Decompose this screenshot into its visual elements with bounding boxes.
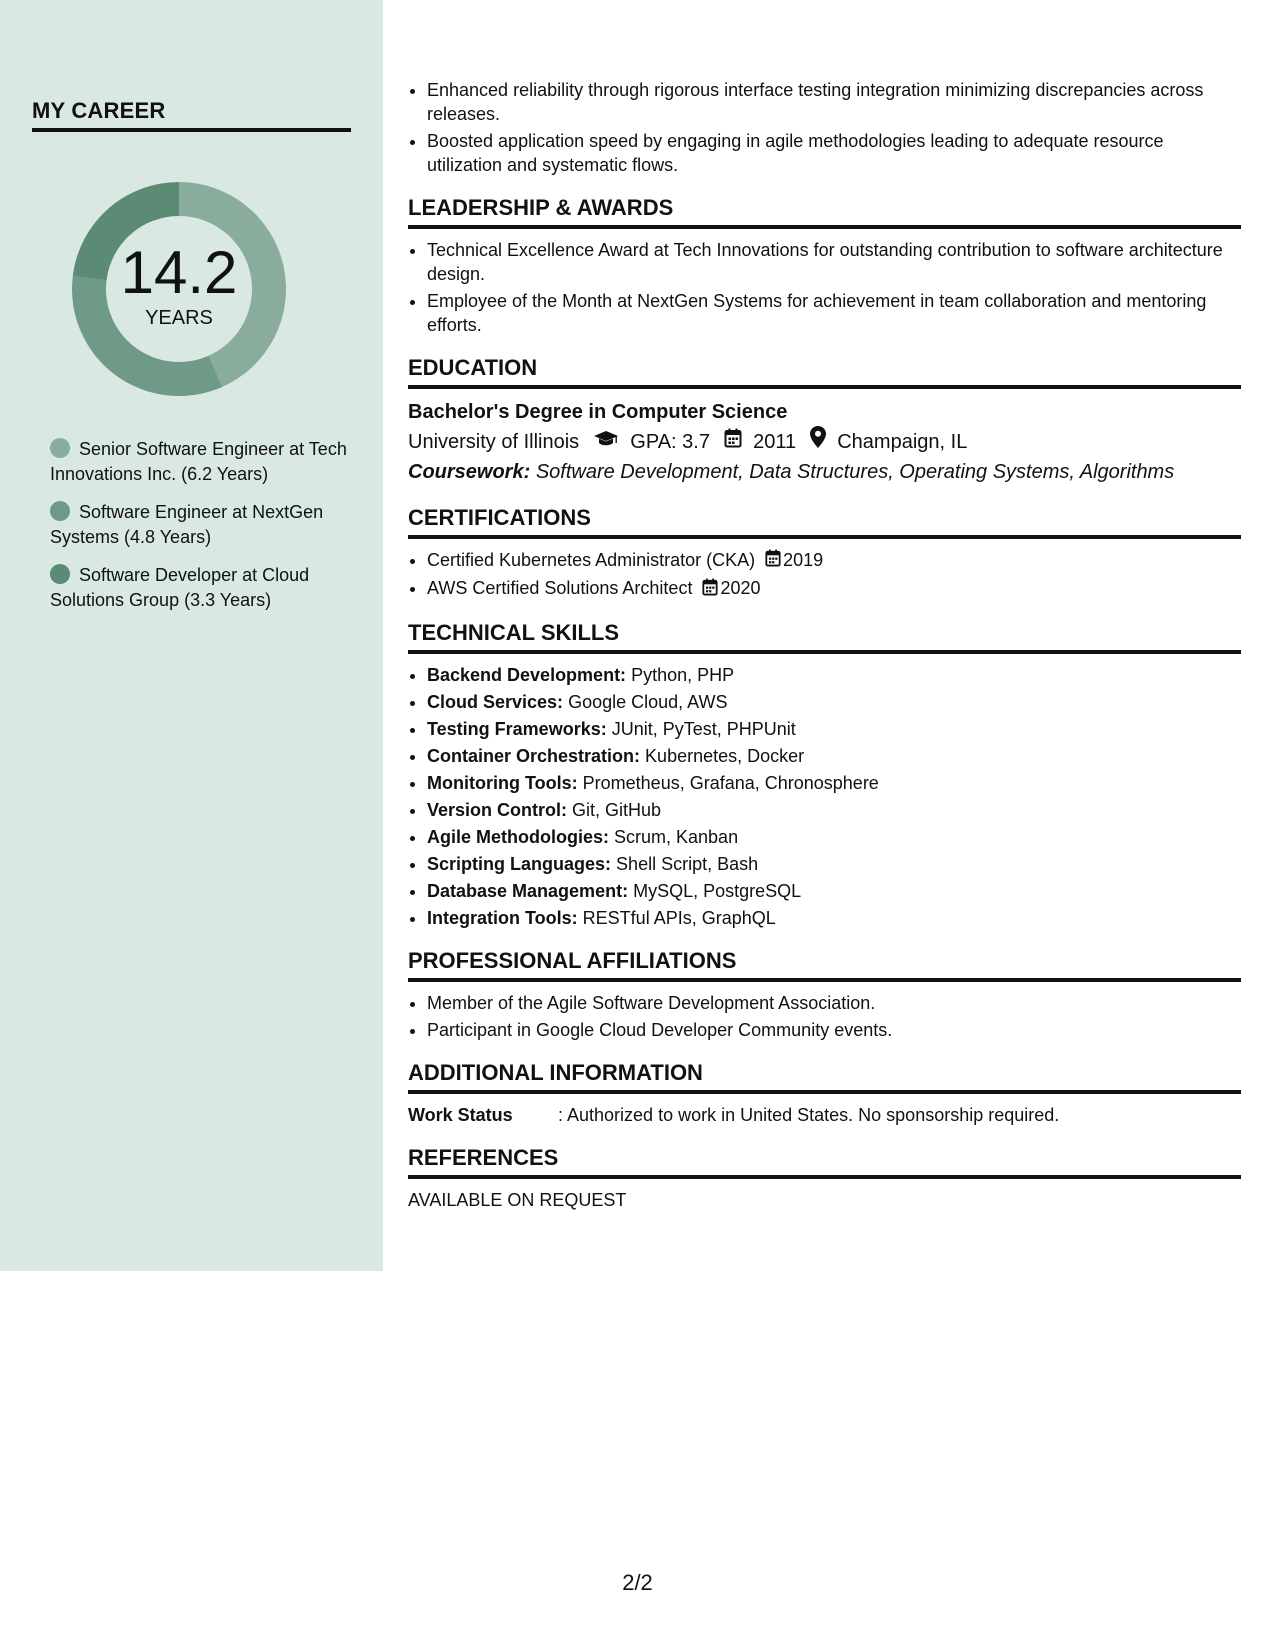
list-item [427,548,1241,573]
skill-value: JUnit, PyTest, PHPUnit [611,718,796,739]
certifications-list [408,548,1241,602]
cert-name: Certified Kubernetes Administrator (CKA) [427,550,756,571]
list-item [427,852,1241,876]
list-item [427,690,1241,714]
list-item [427,825,1241,849]
section-title-certifications: CERTIFICATIONS [408,505,1241,539]
list-item: • Boosted application speed by engaging in agile methodologies leading to adequate resource utilization and systematic flows. [427,129,1241,177]
section-title-additional: ADDITIONAL INFORMATION [408,1060,1241,1094]
skill-value: Git, GitHub [572,799,662,820]
work-status-value: : Authorized to work in United States. No sponsorship required. [558,1104,1060,1125]
graduation-year: 2011 [753,430,797,453]
total-years-unit: YEARS [145,306,213,329]
map-pin-icon [810,426,826,457]
skill-label: Testing Frameworks: [427,718,607,739]
career-title: MY CAREER [32,98,351,132]
list-item [427,717,1241,741]
education-meta [408,426,1241,457]
skill-value: Python, PHP [631,664,735,685]
calendar-icon [765,549,781,573]
list-item [427,906,1241,930]
skill-label: Scripting Languages: [427,853,612,874]
section-title-references: REFERENCES [408,1145,1241,1179]
work-status-label: Work Status [408,1104,513,1125]
skill-value: Prometheus, Grafana, Chronosphere [582,772,879,793]
list-item [427,771,1241,795]
legend-label: Software Developer at Cloud Solutions Group (3.3 Years) [50,565,310,610]
page-number: 2/2 [622,1570,653,1595]
skill-value: Shell Script, Bash [616,853,759,874]
legend-item [50,500,350,550]
work-status-row [408,1103,1241,1127]
cert-year: 2020 [720,578,761,599]
skill-label: Version Control: [427,799,568,820]
degree-title: Bachelor's Degree in Computer Science [408,401,788,423]
section-title-education: EDUCATION [408,355,1241,389]
donut-center [66,176,292,402]
list-item [427,576,1241,601]
career-legend [50,437,350,626]
legend-dot-icon [50,564,70,584]
references-text: AVAILABLE ON REQUEST [408,1189,627,1210]
skills-list [408,663,1241,930]
legend-label: Software Engineer at NextGen Systems (4.8 Years) [50,502,324,547]
gpa: GPA: 3.7 [630,430,710,453]
skill-value: Google Cloud, AWS [568,691,728,712]
main-column [408,78,1241,1212]
skill-value: Kubernetes, Docker [645,745,805,766]
coursework-label: Coursework: [408,461,531,484]
legend-item [50,437,350,487]
coursework [408,457,1241,487]
section-title-skills: TECHNICAL SKILLS [408,620,1241,654]
skill-value: MySQL, PostgreSQL [633,880,802,901]
section-title-affiliations: PROFESSIONAL AFFILIATIONS [408,948,1241,982]
cert-year: 2019 [783,550,824,571]
total-years-value: 14.2 [120,238,238,306]
skill-value: RESTful APIs, GraphQL [582,907,776,928]
list-item [427,798,1241,822]
list-item: • Employee of the Month at NextGen Systems for achievement in team collaboration and mentoring efforts. [427,289,1241,337]
calendar-icon [724,427,742,457]
graduation-cap-icon [593,427,619,457]
skill-label: Container Orchestration: [427,745,641,766]
skill-value: Scrum, Kanban [614,826,739,847]
list-item [427,663,1241,687]
section-title-leadership: LEADERSHIP & AWARDS [408,195,1241,229]
skill-label: Agile Methodologies: [427,826,609,847]
skill-label: Cloud Services: [427,691,564,712]
list-item: • Enhanced reliability through rigorous interface testing integration minimizing discrepancies across releases. [427,78,1241,126]
legend-dot-icon [50,438,70,458]
list-item [427,879,1241,903]
skill-label: Database Management: [427,880,629,901]
experience-bullets [408,78,1241,177]
legend-label: Senior Software Engineer at Tech Innovations Inc. (6.2 Years) [50,439,347,484]
legend-item [50,563,350,613]
coursework-list: Software Development, Data Structures, Operating Systems, Algorithms [535,461,1175,484]
career-sidebar [0,0,383,1271]
list-item: • Technical Excellence Award at Tech Innovations for outstanding contribution to software architecture design. [427,238,1241,286]
cert-name: AWS Certified Solutions Architect [427,578,693,599]
skill-label: Integration Tools: [427,907,578,928]
leadership-list [408,238,1241,337]
school-name: University of Illinois [408,430,580,453]
list-item [427,744,1241,768]
legend-dot-icon [50,501,70,521]
list-item: • Participant in Google Cloud Developer Community events. [427,1018,1241,1042]
list-item: • Member of the Agile Software Development Association. [427,991,1241,1015]
calendar-icon [702,578,718,602]
skill-label: Monitoring Tools: [427,772,578,793]
school-location: Champaign, IL [837,430,968,453]
affiliations-list [408,991,1241,1042]
skill-label: Backend Development: [427,664,627,685]
